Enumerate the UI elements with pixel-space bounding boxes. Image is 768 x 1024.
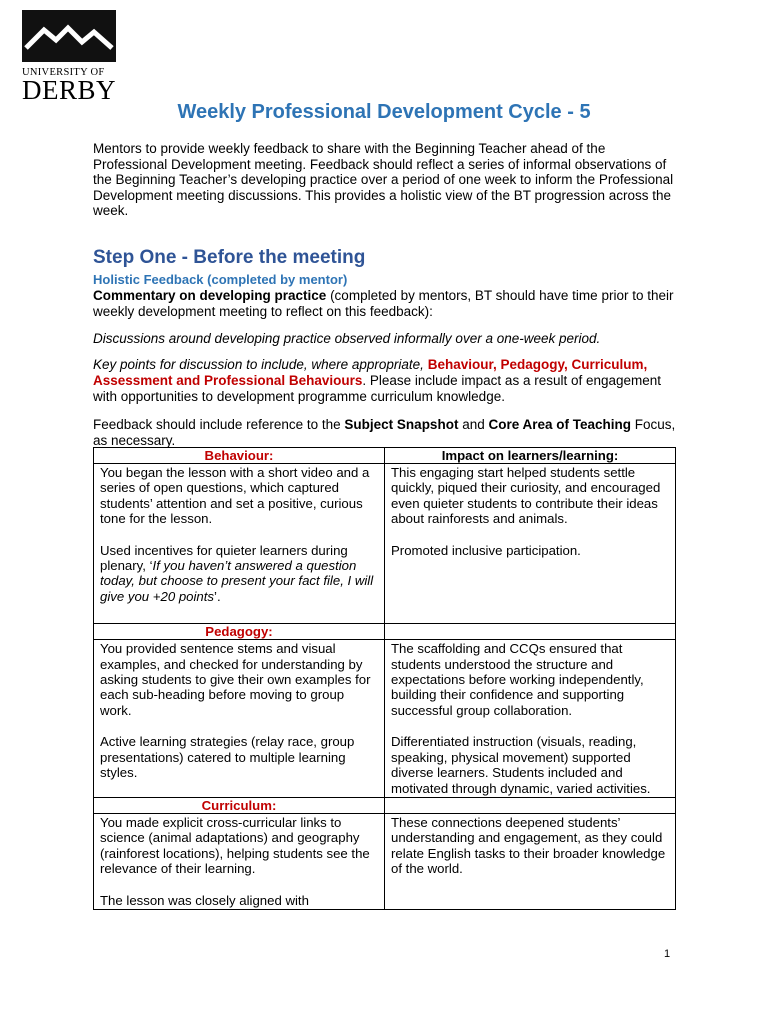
mountains-icon bbox=[22, 10, 116, 62]
feedback-table bbox=[93, 447, 676, 910]
feedback-text-post: Focus, as necessary. bbox=[93, 417, 676, 448]
step-subheading: Holistic Feedback (completed by mentor) bbox=[93, 272, 348, 287]
step-heading: Step One - Before the meeting bbox=[93, 247, 366, 268]
keypoints-italic: Key points for discussion to include, where appropriate, bbox=[93, 357, 424, 372]
table-row bbox=[94, 797, 676, 813]
pedagogy-header: Pedagogy: bbox=[94, 624, 385, 640]
page-number: 1 bbox=[664, 948, 671, 960]
behaviour-impact-1: This engaging start helped students settle quickly, piqued their curiosity, and encouraged even quieter students to contribute their ideas about rainforests and animals. bbox=[391, 465, 661, 527]
curriculum-header: Curriculum: bbox=[94, 797, 385, 813]
curriculum-observation-2: The lesson was closely aligned with bbox=[100, 892, 309, 908]
behaviour-obs-2-quote: If you haven’t answered a question today, but choose to present your fact file, I will give you +20 points bbox=[100, 558, 374, 604]
pedagogy-impact-1: The scaffolding and CCQs ensured that students understood the structure and expectations before working independently, building their confidence and supporting successful group collaboration. bbox=[391, 641, 644, 718]
table-row bbox=[94, 464, 676, 624]
impact-header: Impact on learners/learning: bbox=[385, 448, 676, 464]
core-area-label: Core Area of Teaching bbox=[488, 417, 631, 432]
commentary-text: (completed by mentors, BT should have time prior to their weekly development meeting to reflect on this feedback): bbox=[93, 288, 674, 319]
pedagogy-impact-cell bbox=[385, 640, 676, 798]
intro-paragraph: Mentors to provide weekly feedback to share with the Beginning Teacher ahead of the Professional Development meeting. Feedback should reflect a series of informal observations of the Beginning Teacher’s developing practice over a period of one week to inform the Professional Development meeting discussions. This provides a holistic view of the BT progression across the week. bbox=[93, 141, 674, 218]
curriculum-impact-1: These connections deepened students’ understanding and engagement, as they could relate English tasks to their broader knowledge of the world. bbox=[391, 814, 666, 877]
pedagogy-header-empty bbox=[385, 624, 676, 640]
table-row bbox=[94, 813, 676, 909]
behaviour-obs-2-pre: Used incentives for quieter learners during plenary, ‘ bbox=[100, 542, 348, 574]
table-row bbox=[94, 640, 676, 798]
behaviour-observation-1: You began the lesson with a short video and a series of open questions, which captured students’ attention and set a positive, curious tone for the lesson. bbox=[100, 465, 370, 527]
keypoints-text: . Please include impact as a result of engagement with opportunities to development programme curriculum knowledge. bbox=[93, 373, 662, 404]
feedback-text-mid: and bbox=[458, 417, 489, 432]
pedagogy-observation-2: Active learning strategies (relay race, group presentations) catered to multiple learning styles. bbox=[100, 734, 355, 781]
behaviour-impact-2: Promoted inclusive participation. bbox=[391, 542, 581, 558]
curriculum-observation-1: You made explicit cross-curricular links to science (animal adaptations) and geography (rainforest locations), helping students see the relevance of their learning. bbox=[100, 814, 370, 877]
university-logo bbox=[22, 10, 118, 105]
table-row bbox=[94, 624, 676, 640]
commentary-bold: Commentary on developing practice bbox=[93, 288, 327, 303]
pedagogy-observation-1: You provided sentence stems and visual examples, and checked for understanding by asking students to give their own examples for each sub-heading before moving to group work. bbox=[100, 641, 371, 718]
pedagogy-impact-2: Differentiated instruction (visuals, reading, speaking, physical movement) supported diverse learners. Students included and motivated through dynamic, varied activities. bbox=[391, 734, 651, 796]
feedback-text-pre: Feedback should include reference to the bbox=[93, 417, 345, 432]
subject-snapshot-label: Subject Snapshot bbox=[344, 417, 459, 432]
logo-derby-text: DERBY bbox=[22, 75, 117, 105]
keypoints-paragraph bbox=[93, 357, 683, 405]
keypoints-areas: Behaviour, Pedagogy, Curriculum, Assessment and Professional Behaviours bbox=[93, 357, 648, 388]
feedback-paragraph bbox=[93, 417, 683, 449]
pedagogy-observation-cell bbox=[94, 640, 385, 798]
behaviour-obs-2-post: ’. bbox=[214, 588, 221, 604]
behaviour-header: Behaviour: bbox=[94, 448, 385, 464]
behaviour-observation-cell bbox=[94, 464, 385, 624]
discussions-paragraph: Discussions around developing practice observed informally over a one-week period. bbox=[93, 331, 601, 346]
table-row bbox=[94, 448, 676, 464]
behaviour-observation-2 bbox=[100, 543, 378, 605]
curriculum-impact-cell bbox=[385, 813, 676, 909]
commentary-paragraph bbox=[93, 288, 683, 320]
curriculum-header-empty bbox=[385, 797, 676, 813]
logo-university-text: UNIVERSITY OF bbox=[22, 67, 105, 78]
behaviour-impact-cell bbox=[385, 464, 676, 624]
curriculum-observation-cell bbox=[94, 813, 385, 909]
page-title: Weekly Professional Development Cycle - 5 bbox=[177, 101, 591, 123]
